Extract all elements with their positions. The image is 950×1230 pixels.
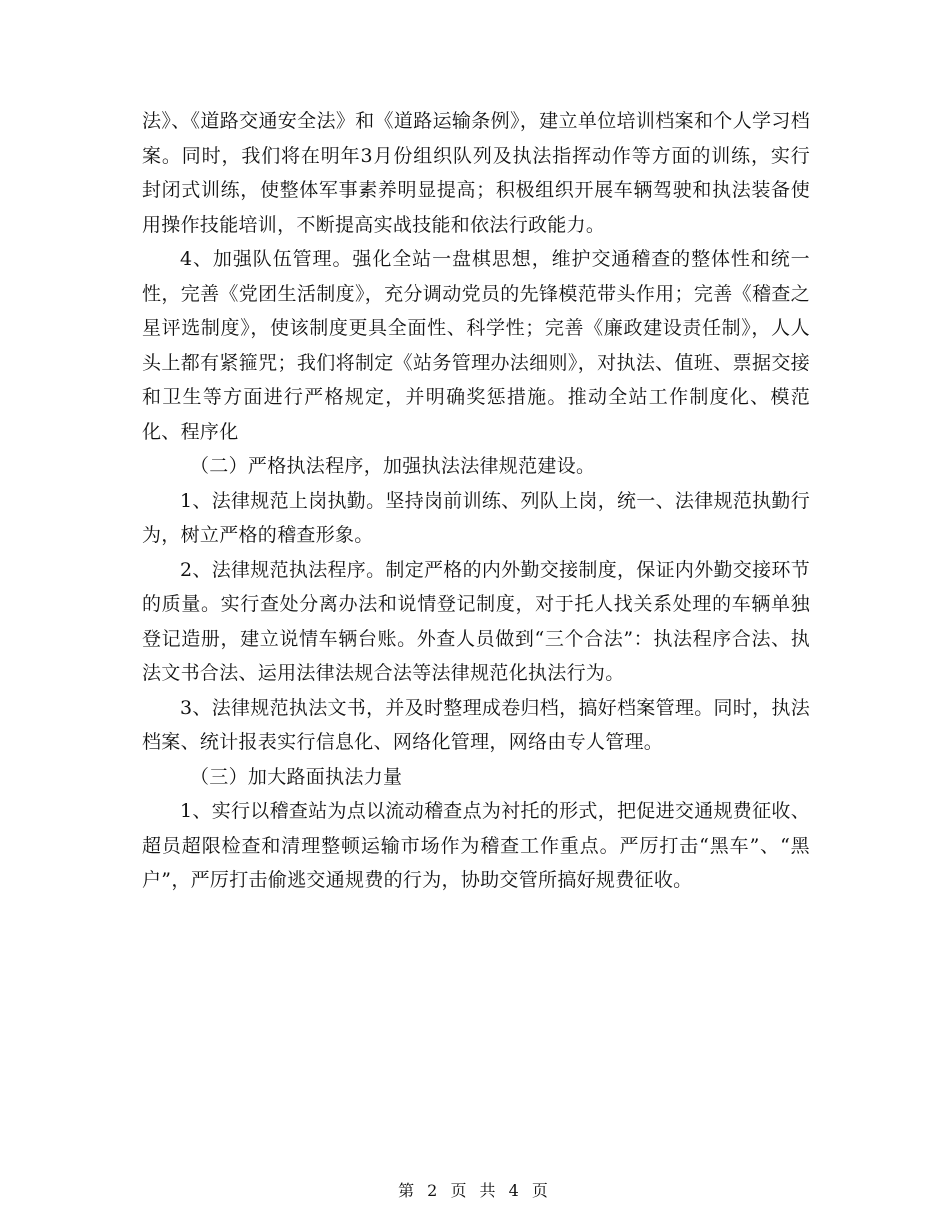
section-heading-3: （三）加大路面执法力量	[190, 765, 403, 788]
paragraph-duty: 1、法律规范上岗执勤。坚持岗前训练、列队上岗，统一、法律规范执勤行为，树立严格的稽查形象。	[142, 489, 810, 546]
paragraph-documents: 3、法律规范执法文书，并及时整理成卷归档，搞好档案管理。同时，执法档案、统计报表实行信息化、网络化管理，网络由专人管理。	[142, 696, 810, 753]
paragraph-team-management: 4、加强队伍管理。强化全站一盘棋思想，维护交通稽查的整体性和统一性，完善《党团生活制度》，充分调动党员的先锋模范带头作用；完善《稽查之星评选制度》，使该制度更具全面性、科学性；完善《廉政建设责任制》，人人头上都有紧箍咒；我们将制定《站务管理办法细则》，对执法、值班、票据交接和卫生等方面进行严格规定，并明确奖惩措施。推动全站工作制度化、模范化、程序化	[142, 248, 810, 443]
document-body	[142, 104, 810, 898]
section-heading-2: （二）严格执法程序，加强执法法律规范建设。	[190, 455, 596, 477]
page-number-footer: 第 2 页 共 4 页	[398, 1181, 552, 1200]
paragraph-road-enforcement: 1、实行以稽查站为点以流动稽查点为衬托的形式，把促进交通规费征收、超员超限检查和清理整顿运输市场作为稽查工作重点。严厉打击“黑车”、“黑户”，严厉打击偷逃交通规费的行为，协助交管所搞好规费征收。	[142, 800, 810, 891]
paragraph-training-continuation: 法》、《道路交通安全法》和《道路运输条例》，建立单位培训档案和个人学习档案。同时，我们将在明年3月份组织队列及执法指挥动作等方面的训练，实行封闭式训练，使整体军事素养明显提高；积极组织开展车辆驾驶和执法装备使用操作技能培训，不断提高实战技能和依法行政能力。	[142, 110, 810, 236]
paragraph-procedure: 2、法律规范执法程序。制定严格的内外勤交接制度，保证内外勤交接环节的质量。实行查处分离办法和说情登记制度，对于托人找关系处理的车辆单独登记造册，建立说情车辆台账。外查人员做到“三个合法”：执法程序合法、执法文书合法、运用法律法规合法等法律规范化执法行为。	[142, 558, 810, 684]
